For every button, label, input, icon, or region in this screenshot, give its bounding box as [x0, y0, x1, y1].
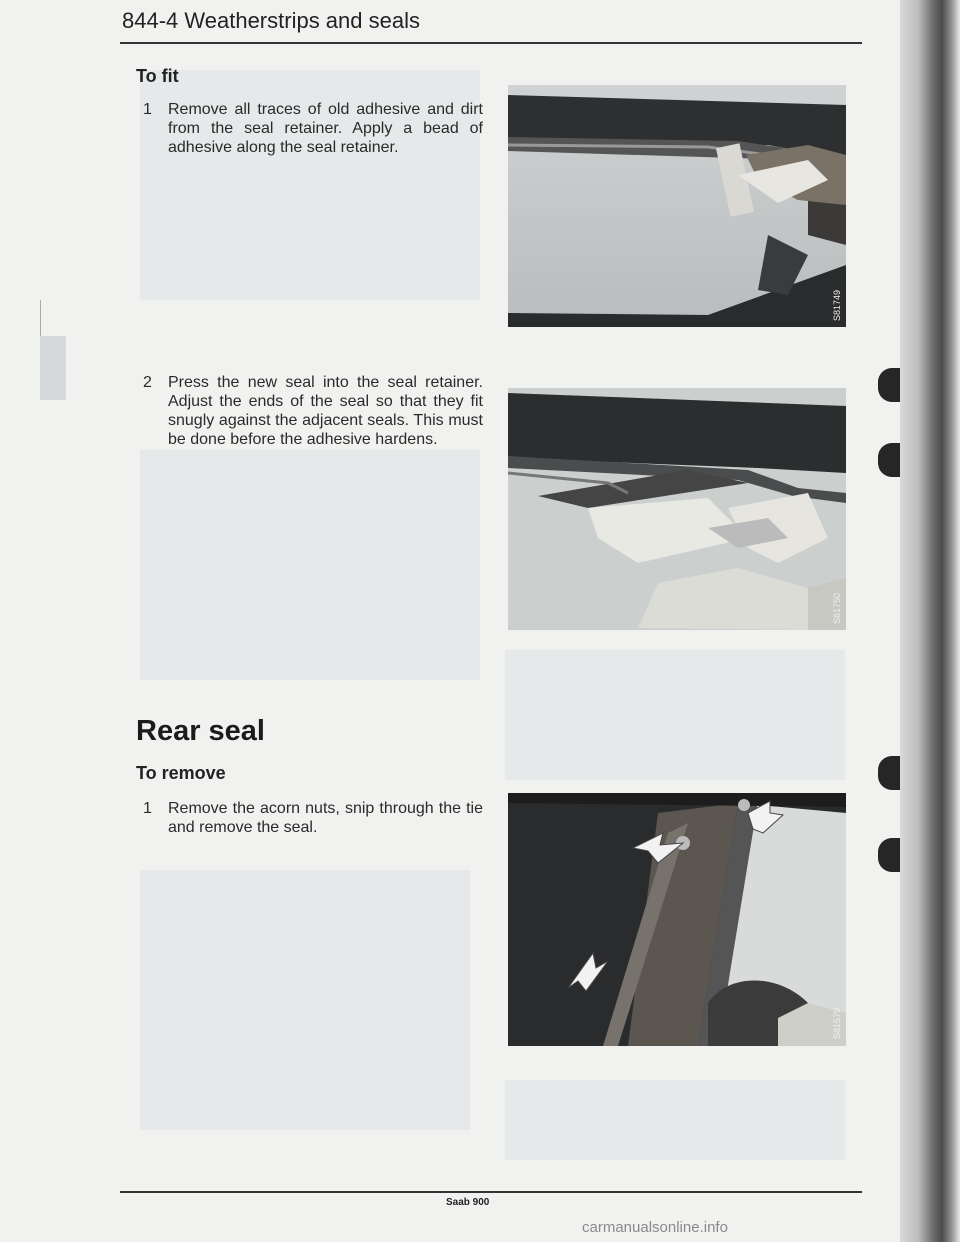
- watermark: carmanualsonline.info: [582, 1219, 728, 1236]
- photo-code: S81749: [832, 289, 842, 321]
- photo-image: [508, 85, 846, 327]
- ghost-block: [505, 650, 845, 780]
- photo-image: [508, 388, 846, 630]
- photo-seal-press: [508, 388, 846, 630]
- step-number: 1: [143, 101, 152, 118]
- step-number: 2: [143, 374, 152, 391]
- footer-rule: [120, 1191, 862, 1193]
- photo-code: S81750: [832, 592, 842, 624]
- index-tab: [878, 838, 900, 872]
- photo-rear-seal: [508, 793, 846, 1046]
- photo-adhesive-application: [508, 85, 846, 327]
- to-remove-heading: To remove: [136, 763, 226, 783]
- margin-mark: [40, 336, 66, 400]
- page-header: 844-4 Weatherstrips and seals: [122, 8, 420, 33]
- step-text: Remove all traces of old adhesive and dirt from the seal retainer. Apply a bead of adhesive along the seal retainer.: [168, 101, 483, 156]
- index-tab: [878, 443, 900, 477]
- index-tab: [878, 756, 900, 790]
- photo-code: S81579: [832, 1007, 842, 1039]
- header-rule: [120, 42, 862, 44]
- photo-image: [508, 793, 846, 1046]
- page-binding-edge: [900, 0, 960, 1242]
- ghost-block: [140, 870, 470, 1130]
- footer-text: Saab 900: [446, 1197, 490, 1208]
- step-text: Press the new seal into the seal retainer. Adjust the ends of the seal so that they fit snugly against the adjacent seals. This must be done before the adhesive hardens.: [168, 374, 483, 448]
- step-number: 1: [143, 800, 152, 817]
- ghost-block: [505, 1080, 845, 1160]
- rear-seal-title: Rear seal: [136, 715, 265, 747]
- index-tab: [878, 368, 900, 402]
- ghost-block: [140, 450, 480, 680]
- step-text: Remove the acorn nuts, snip through the tie and remove the seal.: [168, 800, 483, 836]
- to-fit-heading: To fit: [136, 66, 179, 86]
